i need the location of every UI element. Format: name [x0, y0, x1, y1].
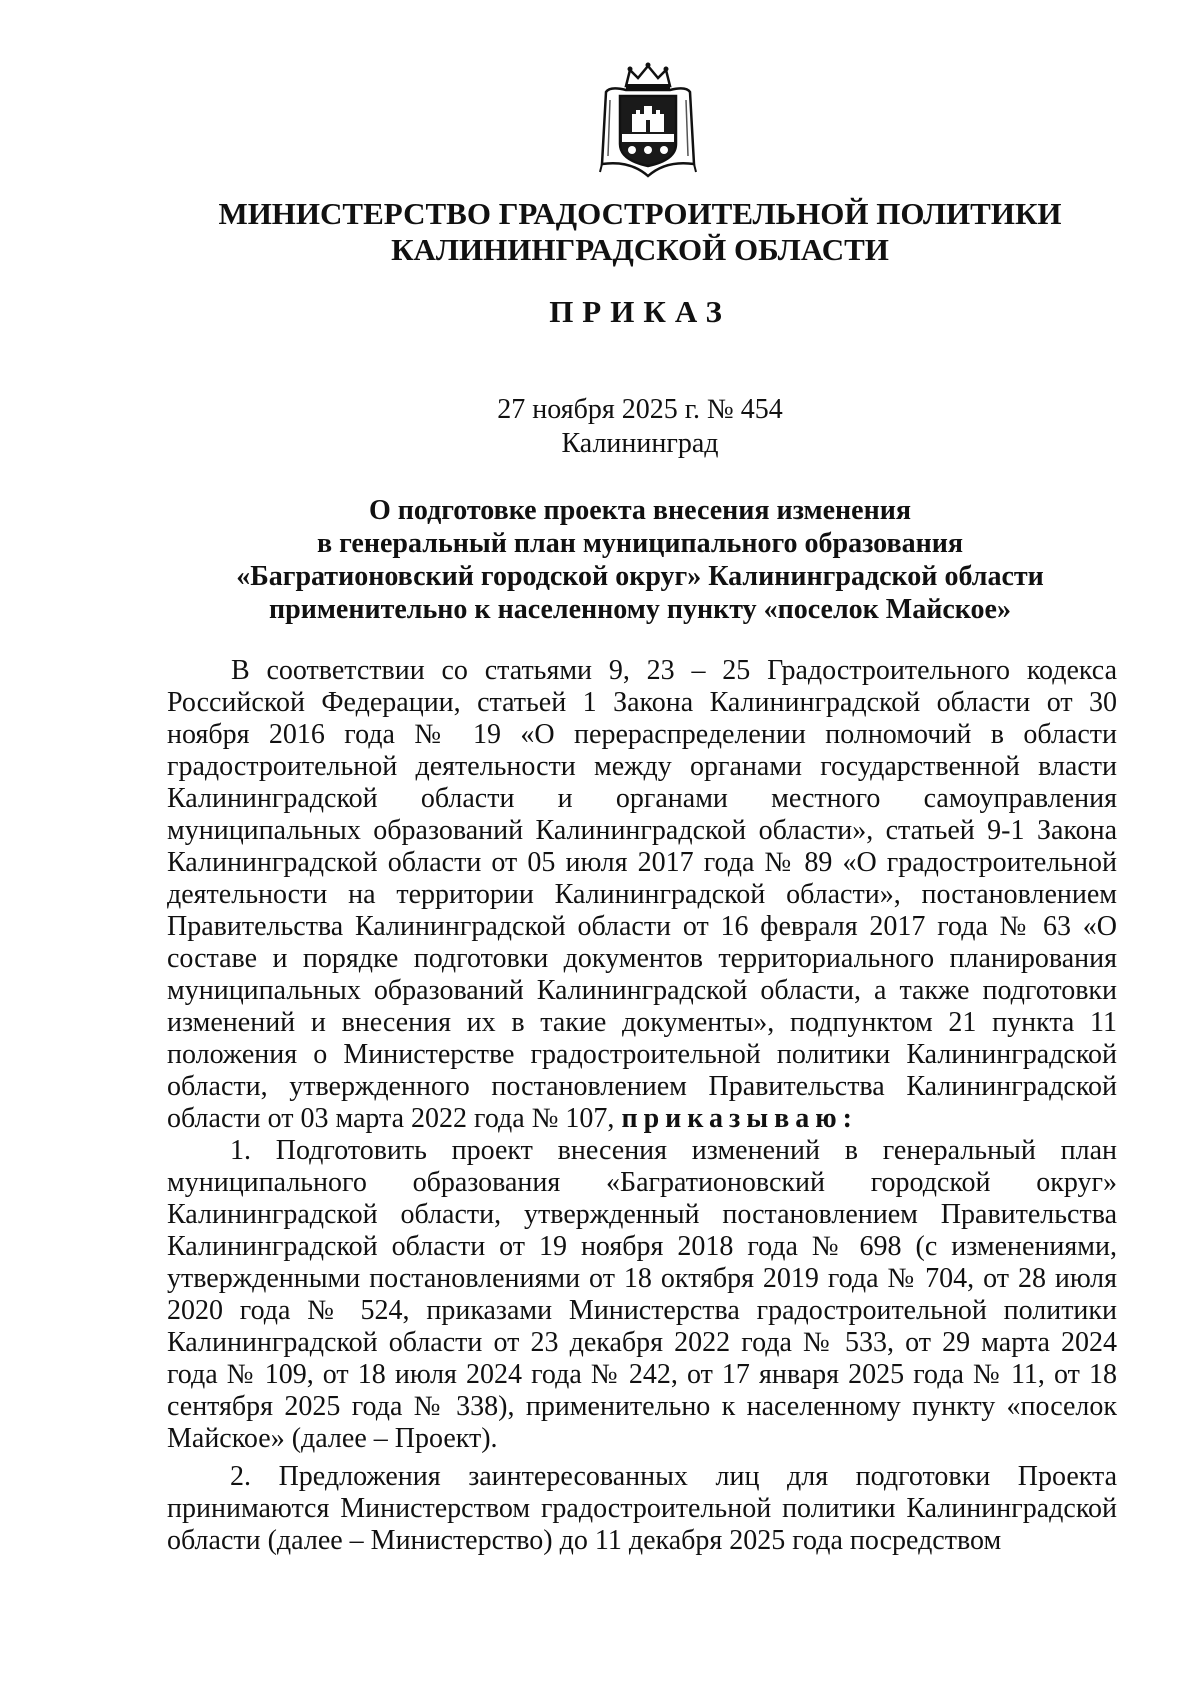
- document-type: ПРИКАЗ: [549, 294, 731, 329]
- preamble-paragraph: [167, 655, 1117, 1135]
- date-and-number: 27 ноября 2025 г. № 454: [497, 394, 783, 425]
- city: Калининград: [561, 428, 719, 459]
- emblem-icon: [596, 60, 700, 178]
- document-body: [167, 655, 1117, 1557]
- ministry-name-line1: МИНИСТЕРСТВО ГРАДОСТРОИТЕЛЬНОЙ ПОЛИТИКИ: [218, 196, 1062, 231]
- ministry-name: [140, 196, 1140, 268]
- document-title-line1: О подготовке проекта внесения изменения: [368, 495, 912, 526]
- document-title-line3: «Багратионовский городской округ» Калининградской области: [236, 561, 1044, 592]
- document-title-line2: в генеральный план муниципального образования: [316, 528, 964, 559]
- item-2-paragraph: [167, 1461, 1117, 1557]
- item-1-paragraph: [167, 1135, 1117, 1455]
- item-1-text: 1. Подготовить проект внесения изменений в генеральный план муниципального образования «Багратионовский городской округ» Калининградской области, утвержденный постановлением Правительства Калининградской области от 19 ноября 2018 года № 698 (с изменениями, утвержденными постановлениями от 18 октября 2019 года № 704, от 28 июля 2020 года № 524, приказами Министерства градостроительной политики Калининградской области от 23 декабря 2022 года № 533, от 29 марта 2024 года № 109, от 18 июля 2024 года № 242, от 17 января 2025 года № 11, от 18 сентября 2025 года № 338), применительно к населенному пункту «поселок Майское» (далее – Проект).: [167, 1135, 1117, 1454]
- order-word: приказываю:: [621, 1103, 858, 1134]
- ministry-name-line2: КАЛИНИНГРАДСКОЙ ОБЛАСТИ: [391, 232, 889, 267]
- preamble-text: В соответствии со статьями 9, 23 – 25 Градостроительного кодекса Российской Федерации, статьей 1 Закона Калининградской области от 30 ноября 2016 года № 19 «О перераспределении полномочий в области градостроительной деятельности между органами государственной власти Калининградской области и органами местного самоуправления муниципальных образований Калининградской области», статьей 9-1 Закона Калининградской области от 05 июля 2017 года № 89 «О градостроительной деятельности на территории Калининградской области», постановлением Правительства Калининградской области от 16 февраля 2017 года № 63 «О составе и порядке подготовки документов территориального планирования муниципальных образований Калининградской области, а также подготовки изменений и внесения их в такие документы», подпунктом 21 пункта 11 положения о Министерстве градостроительной политики Калининградской области, утвержденного постановлением Правительства Калининградской области от 03 марта 2022 года № 107,: [167, 655, 1117, 1134]
- document-title-line4: применительно к населенному пункту «поселок Майское»: [269, 594, 1011, 625]
- item-2-text: 2. Предложения заинтересованных лиц для подготовки Проекта принимаются Министерством градостроительной политики Калининградской области (далее – Министерство) до 11 декабря 2025 года посредством: [167, 1461, 1117, 1556]
- document-title: [140, 494, 1140, 626]
